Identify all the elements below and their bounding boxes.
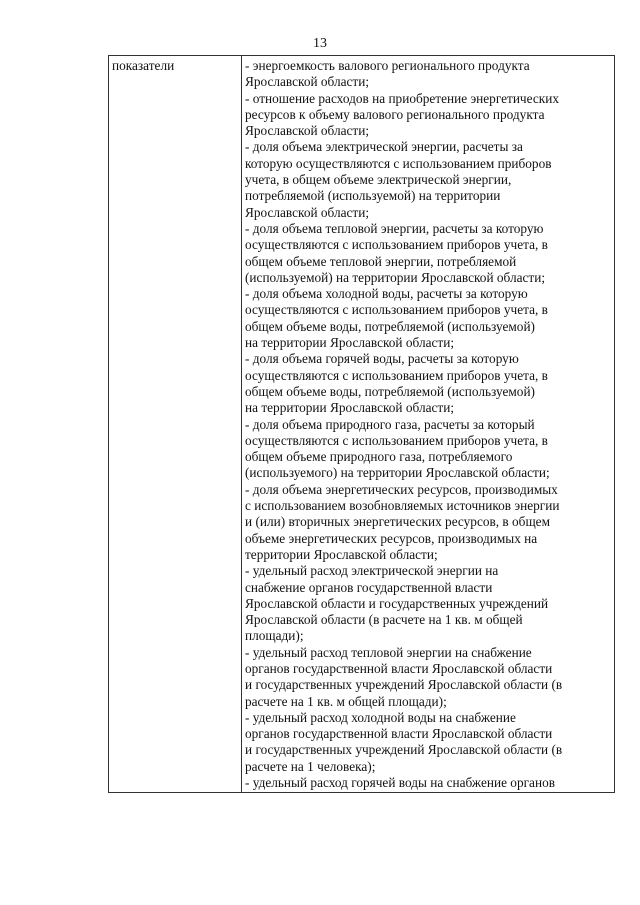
indicator-line: осуществляются с использованием приборов учета, в [245, 367, 548, 383]
indicator-line: с использованием возобновляемых источников энергии [245, 498, 560, 514]
indicator-line: потребляемой (используемой) на территории [245, 188, 501, 204]
indicator-line: - удельный расход холодной воды на снабжение [245, 709, 516, 725]
indicator-line: общем объеме воды, потребляемой (используемой) [245, 318, 535, 334]
table-row [109, 56, 615, 793]
indicator-line: Ярославской области; [245, 204, 370, 220]
indicator-line: на территории Ярославской области; [245, 400, 455, 416]
indicator-line: Ярославской области и государственных учреждений [245, 595, 549, 611]
indicator-line: и государственных учреждений Ярославской области (в [245, 742, 563, 758]
indicator-line: объеме энергетических ресурсов, производимых на [245, 530, 538, 546]
indicator-line: - доля объема горячей воды, расчеты за которую [245, 351, 519, 367]
indicator-line: органов государственной власти Ярославской области [245, 660, 553, 676]
indicator-line: - доля объема электрической энергии, расчеты за [245, 139, 523, 155]
indicator-line: снабжение органов государственной власти [245, 579, 493, 595]
indicator-line: (используемого) на территории Ярославской области; [245, 465, 550, 481]
indicator-line: - доля объема тепловой энергии, расчеты за которую [245, 220, 544, 236]
indicator-line: - энергоемкость валового регионального продукта [245, 58, 530, 73]
indicator-line: ресурсов к объему валового регионального продукта [245, 106, 545, 122]
indicator-line: - удельный расход электрической энергии на [245, 563, 499, 579]
indicator-line: на территории Ярославской области; [245, 335, 455, 351]
indicator-line: Ярославской области; [245, 123, 370, 139]
indicator-line: - удельный расход тепловой энергии на снабжение [245, 644, 532, 660]
indicator-line: учета, в общем объеме электрической энергии, [245, 172, 512, 188]
indicator-line: расчете на 1 кв. м общей площади); [245, 693, 447, 709]
page-number: 13 [313, 36, 327, 51]
indicator-line: которую осуществляются с использованием приборов [245, 155, 552, 171]
row-label: показатели [112, 58, 175, 73]
indicators-table [108, 55, 615, 793]
indicator-line: - доля объема энергетических ресурсов, производимых [245, 481, 558, 497]
indicator-line: площади); [245, 628, 304, 644]
indicator-line: расчете на 1 человека); [245, 758, 376, 774]
indicator-line: - доля объема природного газа, расчеты за который [245, 416, 535, 432]
indicator-line: и государственных учреждений Ярославской области (в [245, 677, 563, 693]
indicator-line: общем объеме тепловой энергии, потребляемой [245, 253, 517, 269]
indicator-line: органов государственной власти Ярославской области [245, 726, 553, 742]
indicator-line: Ярославской области; [245, 74, 370, 90]
indicator-line: осуществляются с использованием приборов учета, в [245, 237, 548, 253]
indicator-line: территории Ярославской области; [245, 546, 438, 562]
indicator-line: - доля объема холодной воды, расчеты за которую [245, 286, 528, 302]
indicator-line: общем объеме природного газа, потребляемого [245, 449, 513, 465]
indicator-line: (используемой) на территории Ярославской области; [245, 269, 546, 285]
row-label-cell [109, 56, 242, 793]
indicator-line: - удельный расход горячей воды на снабжение органов [245, 775, 555, 791]
indicator-line: Ярославской области (в расчете на 1 кв. м общей [245, 612, 523, 628]
indicator-line: общем объеме воды, потребляемой (используемой) [245, 383, 535, 399]
row-content-cell [242, 56, 615, 793]
indicator-line: - отношение расходов на приобретение энергетических [245, 90, 559, 106]
indicator-line: осуществляются с использованием приборов учета, в [245, 302, 548, 318]
indicator-line: и (или) вторичных энергетических ресурсов, в общем [245, 514, 550, 530]
indicator-line: осуществляются с использованием приборов учета, в [245, 432, 548, 448]
